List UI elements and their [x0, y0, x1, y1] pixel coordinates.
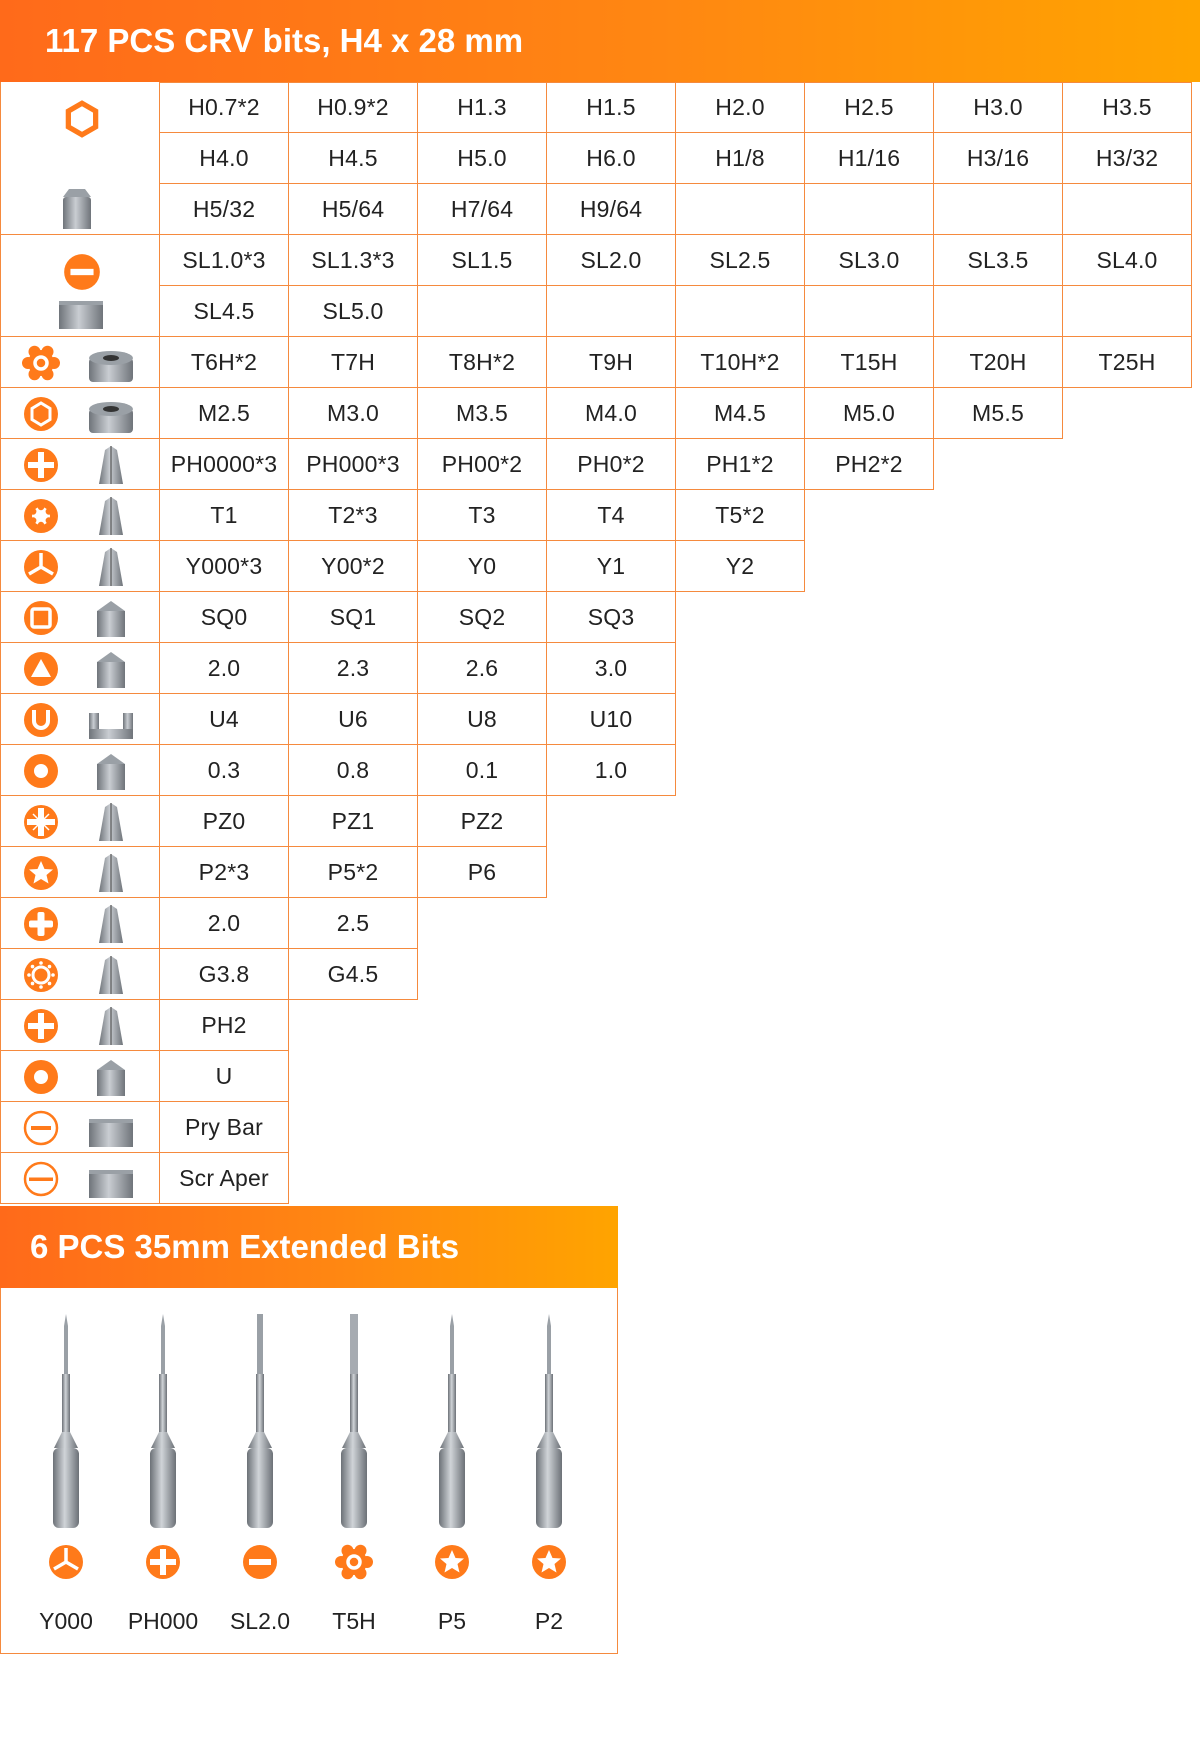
bit-size-cell: Y0	[418, 541, 547, 592]
bit-size-cell: SQ1	[289, 592, 418, 643]
empty-cell	[676, 184, 805, 235]
extended-bit	[306, 1310, 402, 1640]
bit-size-cell: H5.0	[418, 133, 547, 184]
extended-section-title: 6 PCS 35mm Extended Bits	[0, 1206, 618, 1288]
bit-size-cell: T25H	[1063, 337, 1192, 388]
bit-size-cell: PH1*2	[676, 439, 805, 490]
cross-plus-bit-icon	[85, 903, 137, 950]
socket-icon	[21, 394, 61, 439]
security-torx-icon	[21, 343, 61, 388]
bit-type-label-gear	[0, 949, 160, 1000]
bit-size-cell: PH2	[160, 1000, 289, 1051]
empty-cell	[805, 184, 934, 235]
security-torx-icon	[334, 1542, 374, 1587]
extended-bit	[115, 1310, 211, 1640]
bit-type-label-pentalobe	[0, 847, 160, 898]
bit-size-cell: SQ3	[547, 592, 676, 643]
empty-cell	[547, 286, 676, 337]
bit-size-cell: G3.8	[160, 949, 289, 1000]
torx-icon	[21, 496, 61, 541]
slotted-bit-icon	[55, 289, 107, 336]
bit-type-label-tri-wing	[0, 541, 160, 592]
bit-size-cell: 2.5	[289, 898, 418, 949]
round-icon	[21, 1057, 61, 1102]
extended-bit	[501, 1310, 597, 1640]
round-icon	[21, 751, 61, 796]
bit-size-cell: SQ2	[418, 592, 547, 643]
bit-size-cell: SL3.5	[934, 235, 1063, 286]
bit-size-cell: P5*2	[289, 847, 418, 898]
extended-bit-label: SL2.0	[229, 1608, 291, 1634]
bit-size-cell: SL1.3*3	[289, 235, 418, 286]
bit-size-cell: H3.5	[1063, 82, 1192, 133]
bit-size-cell: SL3.0	[805, 235, 934, 286]
extended-bit-label: PH000	[127, 1608, 199, 1634]
bit-size-cell: SL4.0	[1063, 235, 1192, 286]
round-bit-icon	[85, 1056, 137, 1103]
extended-bit-image	[42, 1314, 90, 1535]
pry-bar-bit-icon	[85, 1107, 137, 1154]
extended-bit-image	[139, 1314, 187, 1535]
pentalobe-icon	[21, 853, 61, 898]
bit-size-cell: H2.0	[676, 82, 805, 133]
bit-size-cell: 2.3	[289, 643, 418, 694]
bit-size-cell: 2.0	[160, 898, 289, 949]
bit-size-cell: PZ2	[418, 796, 547, 847]
bit-size-cell: T5*2	[676, 490, 805, 541]
bit-size-cell: H0.7*2	[160, 82, 289, 133]
bit-size-cell: SL1.0*3	[160, 235, 289, 286]
bit-size-cell: 2.6	[418, 643, 547, 694]
bit-size-cell: SL1.5	[418, 235, 547, 286]
bit-size-cell: SL4.5	[160, 286, 289, 337]
pentalobe-bit-icon	[85, 852, 137, 899]
bit-size-cell: M3.5	[418, 388, 547, 439]
bit-type-label-slotted	[0, 235, 160, 337]
bit-type-label-round	[0, 1051, 160, 1102]
bit-size-cell: H7/64	[418, 184, 547, 235]
bit-size-cell: SL2.5	[676, 235, 805, 286]
extended-bit-image	[525, 1314, 573, 1535]
bit-size-cell: 0.8	[289, 745, 418, 796]
extended-bit	[18, 1310, 114, 1640]
bit-size-cell: M3.0	[289, 388, 418, 439]
extended-bit-image	[236, 1314, 284, 1535]
bit-size-cell: U10	[547, 694, 676, 745]
empty-cell	[1063, 286, 1192, 337]
extended-bit-label: P2	[534, 1608, 564, 1634]
bit-type-label-scraper	[0, 1153, 160, 1204]
extended-bit-image	[330, 1314, 378, 1535]
bit-size-cell: Pry Bar	[160, 1102, 289, 1153]
phillips-icon	[143, 1542, 183, 1587]
pentalobe-icon	[432, 1542, 472, 1587]
bit-type-label-triangle	[0, 643, 160, 694]
extended-bit-label: T5H	[332, 1608, 376, 1634]
bit-size-cell: PH000*3	[289, 439, 418, 490]
bit-type-label-torx	[0, 490, 160, 541]
u-shape-icon	[21, 700, 61, 745]
bit-size-cell: Y000*3	[160, 541, 289, 592]
socket-bit-icon	[85, 393, 137, 440]
square-bit-icon	[85, 597, 137, 644]
torx-bit-icon	[85, 495, 137, 542]
extended-bit-label: P5	[437, 1608, 467, 1634]
bit-size-cell: H4.5	[289, 133, 418, 184]
bit-size-cell: 1.0	[547, 745, 676, 796]
bit-type-label-pozidriv	[0, 796, 160, 847]
extended-bit-label: Y000	[39, 1608, 93, 1634]
tri-wing-icon	[21, 547, 61, 592]
bit-size-cell: M4.0	[547, 388, 676, 439]
empty-cell	[1063, 184, 1192, 235]
bit-type-label-round	[0, 745, 160, 796]
bit-size-cell: H1/16	[805, 133, 934, 184]
empty-cell	[934, 184, 1063, 235]
empty-cell	[676, 286, 805, 337]
hex-bit-icon	[55, 187, 107, 234]
bit-size-cell: M4.5	[676, 388, 805, 439]
bit-type-label-phillips	[0, 1000, 160, 1051]
bit-size-cell: T7H	[289, 337, 418, 388]
bit-size-cell: SQ0	[160, 592, 289, 643]
bit-size-cell: 0.3	[160, 745, 289, 796]
bit-size-cell: PZ1	[289, 796, 418, 847]
bit-size-cell: T15H	[805, 337, 934, 388]
pozidriv-bit-icon	[85, 801, 137, 848]
bit-size-cell: M2.5	[160, 388, 289, 439]
bit-size-cell: H2.5	[805, 82, 934, 133]
bit-size-cell: 3.0	[547, 643, 676, 694]
hex-icon	[61, 98, 103, 145]
bit-size-cell: T4	[547, 490, 676, 541]
extended-bit-image	[428, 1314, 476, 1535]
bit-size-cell: Scr Aper	[160, 1153, 289, 1204]
triangle-icon	[21, 649, 61, 694]
bit-type-label-cross-plus	[0, 898, 160, 949]
gear-bit-icon	[85, 954, 137, 1001]
bit-size-cell: H5/32	[160, 184, 289, 235]
bit-type-label-hex	[0, 82, 160, 235]
bit-size-cell: H1.3	[418, 82, 547, 133]
u-shape-bit-icon	[85, 699, 137, 746]
phillips-bit-icon	[85, 444, 137, 491]
bit-size-cell: PH0000*3	[160, 439, 289, 490]
bit-size-cell: 0.1	[418, 745, 547, 796]
phillips-icon	[21, 1006, 61, 1051]
bit-size-cell: T2*3	[289, 490, 418, 541]
round-bit-icon	[85, 750, 137, 797]
bit-type-label-square	[0, 592, 160, 643]
bit-size-cell: PH2*2	[805, 439, 934, 490]
empty-cell	[418, 286, 547, 337]
empty-cell	[805, 286, 934, 337]
scraper-bit-icon	[85, 1158, 137, 1205]
bit-size-cell: H4.0	[160, 133, 289, 184]
bit-size-cell: H5/64	[289, 184, 418, 235]
bit-size-cell: T20H	[934, 337, 1063, 388]
bit-size-cell: Y2	[676, 541, 805, 592]
square-icon	[21, 598, 61, 643]
bit-size-cell: H3/32	[1063, 133, 1192, 184]
bit-size-cell: 2.0	[160, 643, 289, 694]
bit-size-cell: G4.5	[289, 949, 418, 1000]
bit-size-cell: H3.0	[934, 82, 1063, 133]
bit-size-cell: PZ0	[160, 796, 289, 847]
bit-size-cell: M5.0	[805, 388, 934, 439]
bit-size-cell: H3/16	[934, 133, 1063, 184]
bit-size-cell: Y00*2	[289, 541, 418, 592]
bit-size-cell: PH0*2	[547, 439, 676, 490]
bit-size-cell: H6.0	[547, 133, 676, 184]
tri-wing-bit-icon	[85, 546, 137, 593]
bit-type-label-u-shape	[0, 694, 160, 745]
bit-size-cell: T3	[418, 490, 547, 541]
main-section-title: 117 PCS CRV bits, H4 x 28 mm	[0, 0, 1200, 82]
slotted-icon	[240, 1542, 280, 1587]
cross-plus-icon	[21, 904, 61, 949]
extended-bit	[404, 1310, 500, 1640]
pentalobe-icon	[529, 1542, 569, 1587]
bit-size-cell: T6H*2	[160, 337, 289, 388]
bit-size-cell: U8	[418, 694, 547, 745]
tri-wing-icon	[46, 1542, 86, 1587]
bit-size-cell: T10H*2	[676, 337, 805, 388]
bit-size-cell: P6	[418, 847, 547, 898]
pozidriv-icon	[21, 802, 61, 847]
bit-size-cell: PH00*2	[418, 439, 547, 490]
phillips-icon	[21, 445, 61, 490]
bit-size-cell: T9H	[547, 337, 676, 388]
bit-size-cell: Y1	[547, 541, 676, 592]
bit-size-cell: T8H*2	[418, 337, 547, 388]
gear-icon	[21, 955, 61, 1000]
bit-size-cell: H0.9*2	[289, 82, 418, 133]
bit-size-cell: H9/64	[547, 184, 676, 235]
bit-size-cell: SL2.0	[547, 235, 676, 286]
bit-size-cell: H1.5	[547, 82, 676, 133]
bit-size-cell: H1/8	[676, 133, 805, 184]
bit-size-cell: M5.5	[934, 388, 1063, 439]
bit-type-label-security-torx	[0, 337, 160, 388]
phillips-bit-icon	[85, 1005, 137, 1052]
empty-cell	[934, 286, 1063, 337]
triangle-bit-icon	[85, 648, 137, 695]
security-torx-bit-icon	[85, 342, 137, 389]
bit-type-label-socket	[0, 388, 160, 439]
bit-type-label-phillips	[0, 439, 160, 490]
bit-size-cell: U6	[289, 694, 418, 745]
bit-size-cell: P2*3	[160, 847, 289, 898]
scraper-icon	[21, 1159, 61, 1204]
extended-bit	[212, 1310, 308, 1640]
bit-size-cell: SL5.0	[289, 286, 418, 337]
bit-size-cell: U4	[160, 694, 289, 745]
bit-type-label-pry-bar	[0, 1102, 160, 1153]
bit-size-cell: T1	[160, 490, 289, 541]
bit-size-cell: U	[160, 1051, 289, 1102]
pry-bar-icon	[21, 1108, 61, 1153]
